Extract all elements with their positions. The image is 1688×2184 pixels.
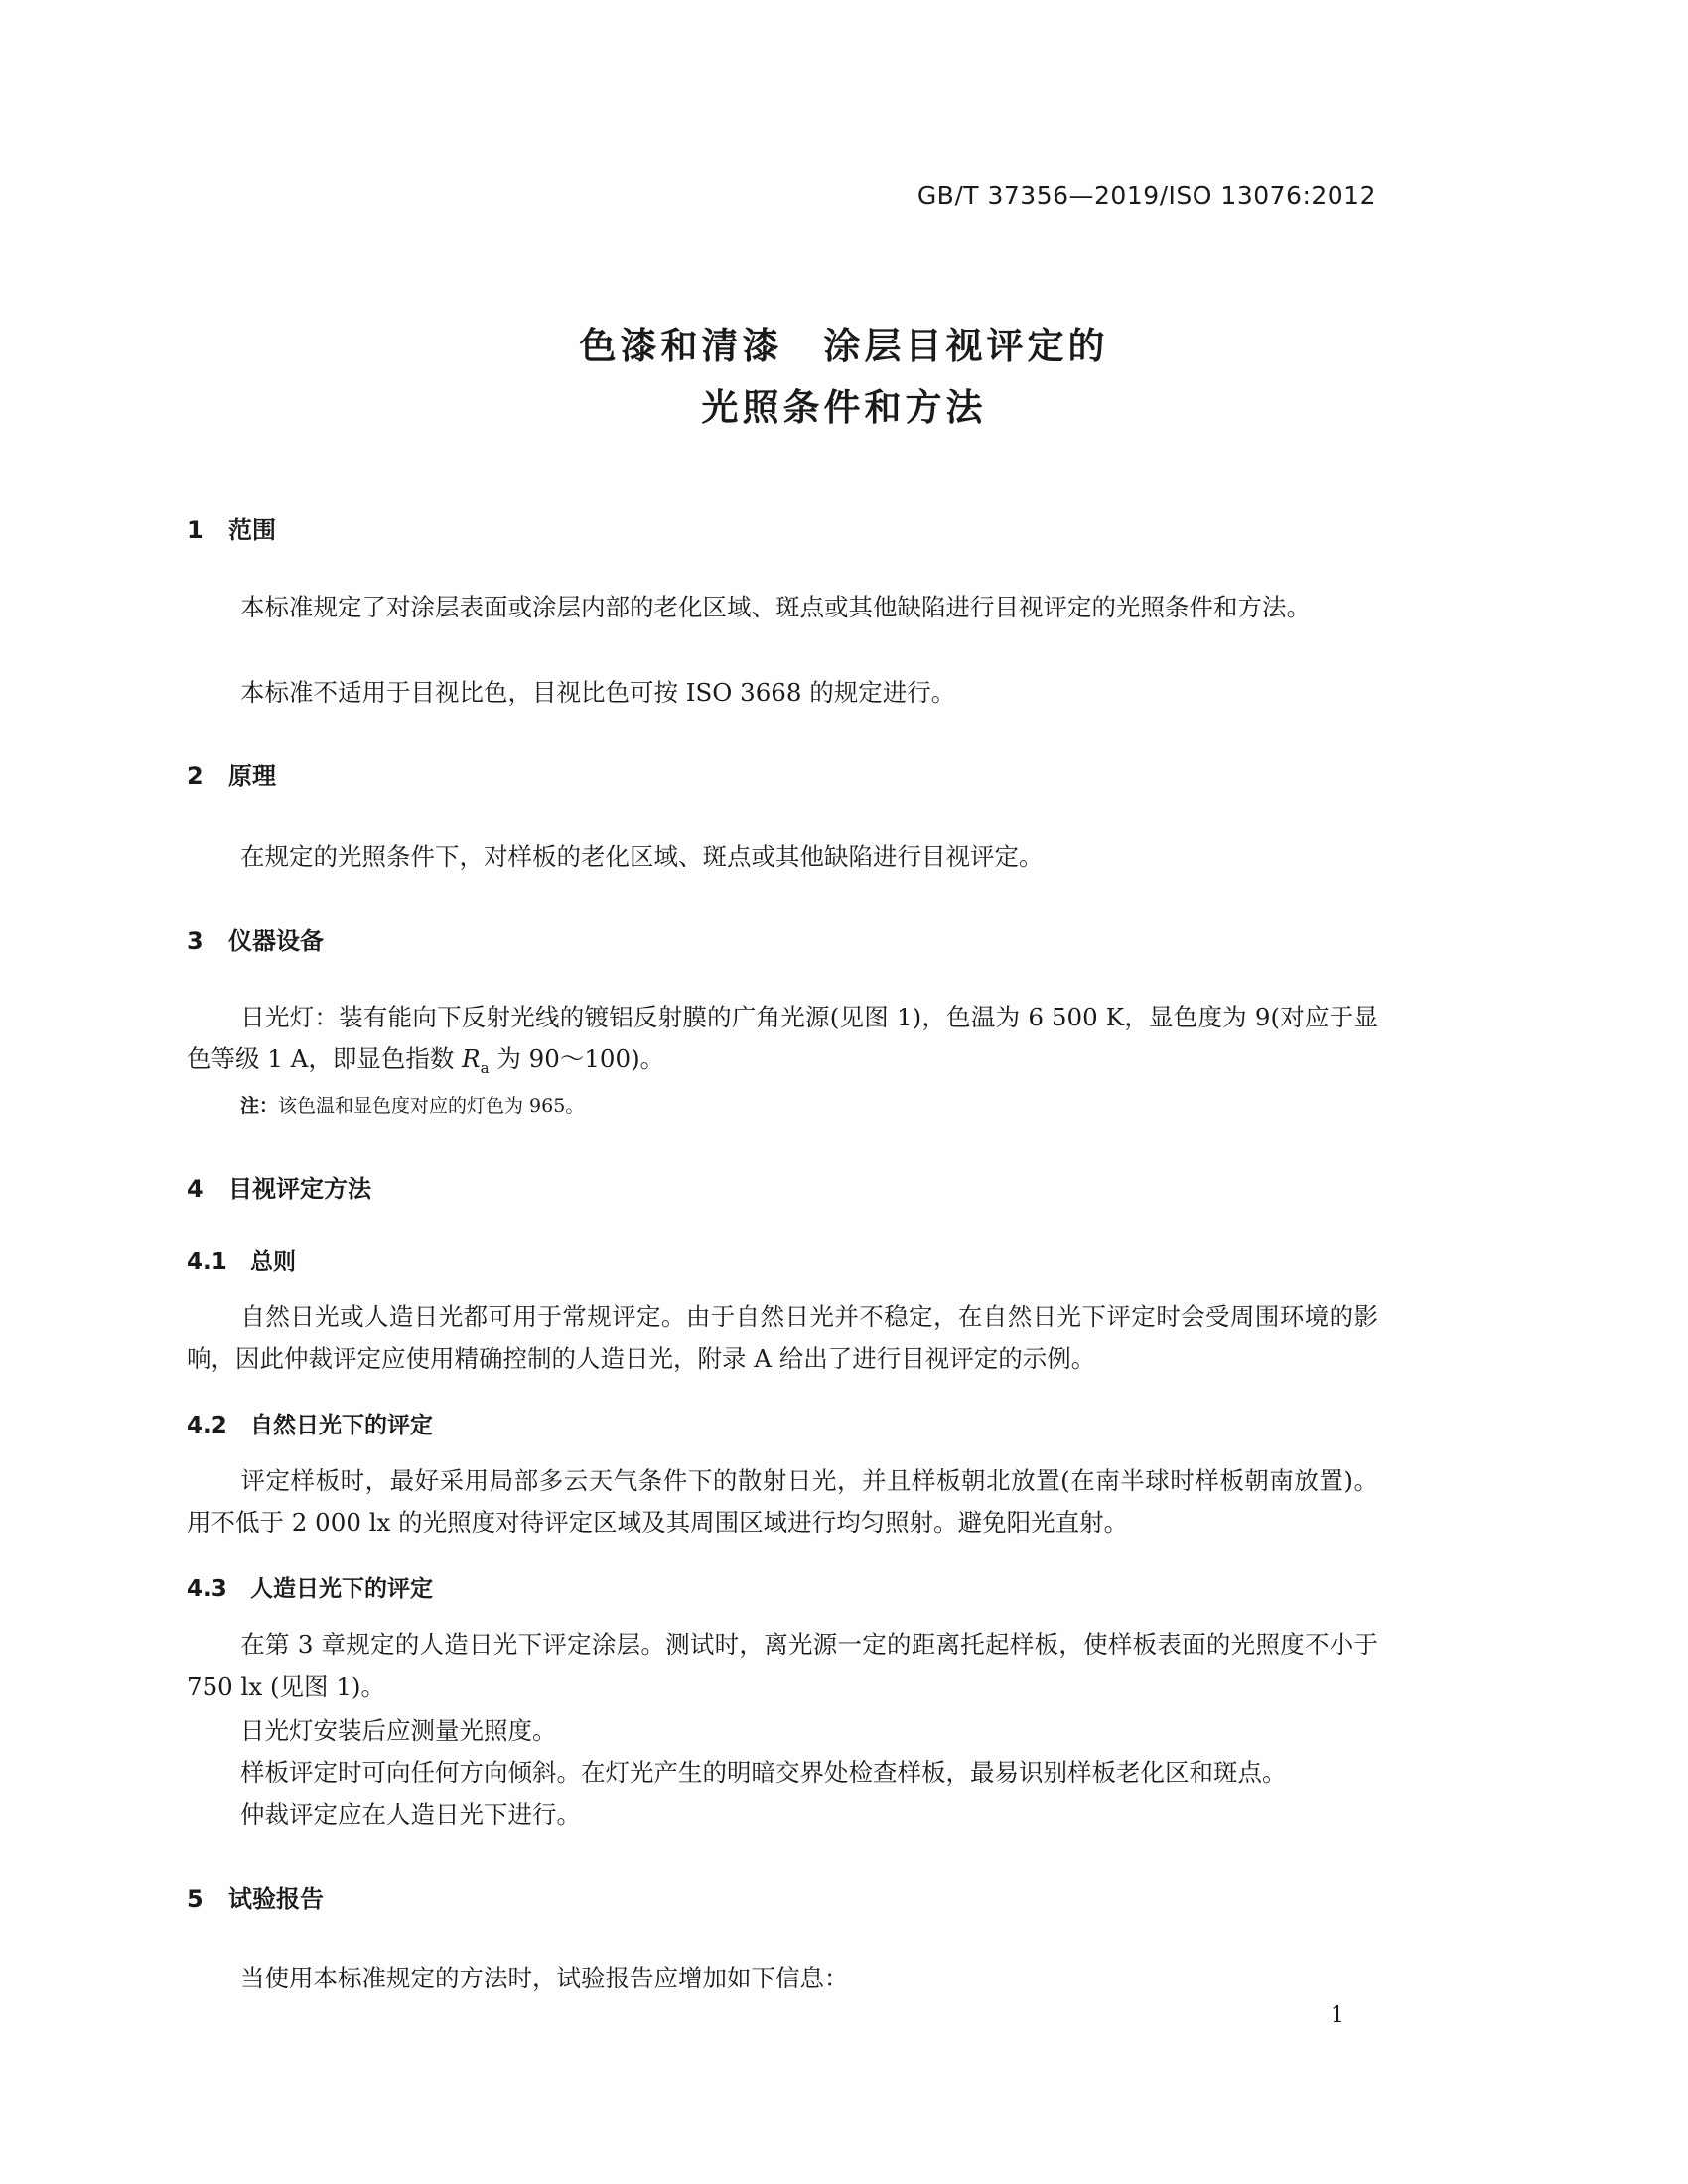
section-number: 1	[187, 516, 204, 544]
section-title: 原理	[228, 762, 276, 790]
section-1-paragraph-1: 本标准规定了对涂层表面或涂层内部的老化区域、斑点或其他缺陷进行目视评定的光照条件和方法。	[240, 593, 1311, 621]
note-text: 该色温和显色度对应的灯色为 965。	[278, 1095, 585, 1117]
section-3-paragraph-1: 日光灯：装有能向下反射光线的镀铝反射膜的广角光源(见图 1)，色温为 6 500 K，显色度为 9(对应于显色等级 1 A，即显色指数 $R_a$ 为 90～100)。	[187, 1003, 1378, 1077]
section-2-heading	[187, 756, 276, 791]
subsection-4-2-heading	[187, 1407, 433, 1439]
subsection-4-2-paragraph-1: 评定样板时，最好采用局部多云天气条件下的散射日光，并且样板朝北放置(在南半球时样板朝南放置)。用不低于 2 000 lx 的光照度对待评定区域及其周围区域进行均匀照射。避免阳光直射。	[187, 1466, 1378, 1537]
subsection-4-3-heading	[187, 1570, 433, 1603]
section-3-note	[240, 1091, 584, 1118]
subsection-4-1-heading	[187, 1243, 296, 1276]
section-1-heading	[187, 510, 276, 545]
standard-code: GB/T 37356—2019/ISO 13076:2012	[916, 181, 1376, 209]
symbol-r: R	[462, 1044, 481, 1073]
section-1-paragraph-2: 本标准不适用于目视比色，目视比色可按 ISO 3668 的规定进行。	[240, 678, 956, 707]
section-3-heading	[187, 921, 324, 956]
note-label: 注：	[240, 1095, 279, 1117]
document-title-line1: 色漆和清漆 涂层目视评定的	[579, 325, 1109, 367]
subsection-number: 4.1	[187, 1249, 227, 1275]
page-number: 1	[1331, 2003, 1344, 2028]
section-title: 范围	[228, 516, 276, 544]
section-number: 2	[187, 762, 204, 790]
subsection-number: 4.2	[187, 1413, 227, 1438]
section-2-paragraph-1: 在规定的光照条件下，对样板的老化区域、斑点或其他缺陷进行目视评定。	[240, 842, 1044, 871]
subsection-4-3-paragraph-2: 日光灯安装后应测量光照度。	[240, 1716, 557, 1745]
subsection-title: 自然日光下的评定	[250, 1413, 433, 1438]
section-title: 仪器设备	[228, 927, 324, 955]
section-title: 试验报告	[228, 1885, 324, 1913]
subsection-4-3-paragraph-3: 样板评定时可向任何方向倾斜。在灯光产生的明暗交界处检查样板，最易识别样板老化区和斑点。	[240, 1758, 1287, 1787]
subsection-4-3-paragraph-1: 在第 3 章规定的人造日光下评定涂层。测试时，离光源一定的距离托起样板，使样板表面的光照度不小于 750 lx (见图 1)。	[187, 1630, 1378, 1701]
subsection-4-1-paragraph-1: 自然日光或人造日光都可用于常规评定。由于自然日光并不稳定，在自然日光下评定时会受周围环境的影响，因此仲裁评定应使用精确控制的人造日光，附录 A 给出了进行目视评定的示例。	[187, 1302, 1378, 1373]
section-number: 5	[187, 1885, 204, 1913]
subsection-number: 4.3	[187, 1576, 227, 1602]
section-number: 3	[187, 927, 204, 955]
section-title: 目视评定方法	[228, 1175, 371, 1203]
subsection-title: 人造日光下的评定	[250, 1576, 433, 1602]
symbol-subscript: a	[480, 1058, 490, 1077]
subsection-4-3-paragraph-4: 仲裁评定应在人造日光下进行。	[240, 1800, 581, 1829]
section-5-paragraph-1: 当使用本标准规定的方法时，试验报告应增加如下信息：	[240, 1964, 849, 1992]
section-4-heading	[187, 1169, 371, 1204]
section-5-heading	[187, 1879, 324, 1914]
document-title-line2: 光照条件和方法	[701, 386, 987, 429]
section-number: 4	[187, 1175, 204, 1203]
subsection-title: 总则	[250, 1249, 296, 1275]
